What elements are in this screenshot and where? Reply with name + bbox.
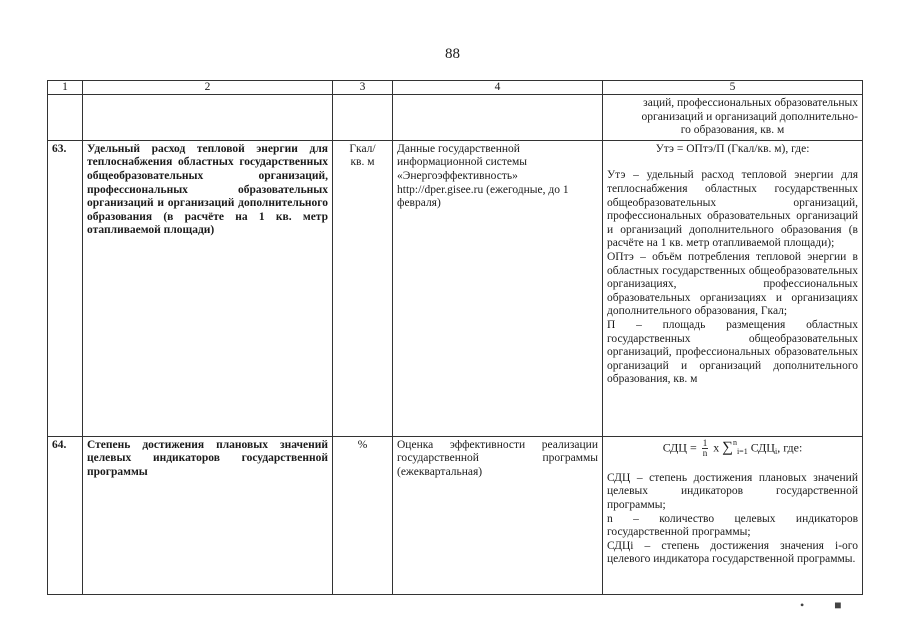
sum-symbol: ∑ — [722, 439, 733, 456]
unit-of-measure: % — [333, 436, 393, 594]
definition: П – площадь размещения областных государственных общеобразовательных организаций, профессиональных образовательных организаций и организаций дополнительного образования, кв. м — [607, 318, 858, 386]
fraction: $\frac{1}{n}$ — [702, 437, 708, 458]
row-number: 64. — [48, 436, 83, 594]
indicator-table — [47, 80, 863, 595]
page-number: 88 — [445, 46, 460, 62]
indicator-name: Удельный расход тепловой энергии для теплоснабжения областных государственных общеобразовательных организаций, профессиональных образовательных организаций и организаций дополнительного образования (в расчёте на 1 кв. метр отапливаемой площади) — [83, 140, 333, 436]
row-number: 63. — [48, 140, 83, 436]
definition: ОПтэ – объём потребления тепловой энергии в областных государственных общеобразовательных организациях, профессиональных образовательных организациях и организациях дополнительного образования, Гкал; — [607, 250, 858, 318]
definition: n – количество целевых индикаторов государственной программы; — [607, 512, 858, 539]
table-row — [48, 436, 863, 594]
indicator-name: Степень достижения плановых значений целевых индикаторов государственной программы — [83, 436, 333, 594]
definition: Утэ – удельный расход тепловой энергии для теплоснабжения областных государственных общеобразовательных организаций, профессиональных образовательных организаций и организаций дополнительного образования (в расчёте на 1 кв. метр отапливаемой площади); — [607, 169, 858, 250]
data-source: Оценка эффективности реализации государственной программы (ежеквартальная) — [393, 436, 603, 594]
continuation-text: заций, профессиональных образовательных организаций и организаций дополнительно- го образования, кв. м — [603, 95, 863, 141]
table-header-row — [48, 81, 863, 95]
calculation-method — [603, 140, 863, 436]
column-header-2: 2 — [83, 81, 333, 95]
column-header-1: 1 — [48, 81, 83, 95]
unit-of-measure: Гкал/ кв. м — [333, 140, 393, 436]
scan-marks: • ■ — [800, 598, 842, 612]
column-header-5: 5 — [603, 81, 863, 95]
table-row — [48, 140, 863, 436]
definition: СДЦ – степень достижения плановых значений целевых индикаторов государственной программы; — [607, 471, 858, 511]
formula: СДЦ = $\frac{1}{n}$ x ∑$^n_{i=1}$ $СДЦ_i$, где: — [662, 437, 803, 458]
definition: СДЦi – степень достижения значения i-ого целевого индикатора государственной программы. — [607, 539, 858, 566]
calculation-method — [603, 436, 863, 594]
data-source: Данные государственной информационной системы «Энергоэффективность» http://dper.gisee.ru (ежегодные, до 1 февраля) — [393, 140, 603, 436]
formula: Утэ = ОПтэ/П (Гкал/кв. м), где: — [655, 142, 810, 155]
column-header-3: 3 — [333, 81, 393, 95]
column-header-4: 4 — [393, 81, 603, 95]
continuation-row — [48, 95, 863, 141]
